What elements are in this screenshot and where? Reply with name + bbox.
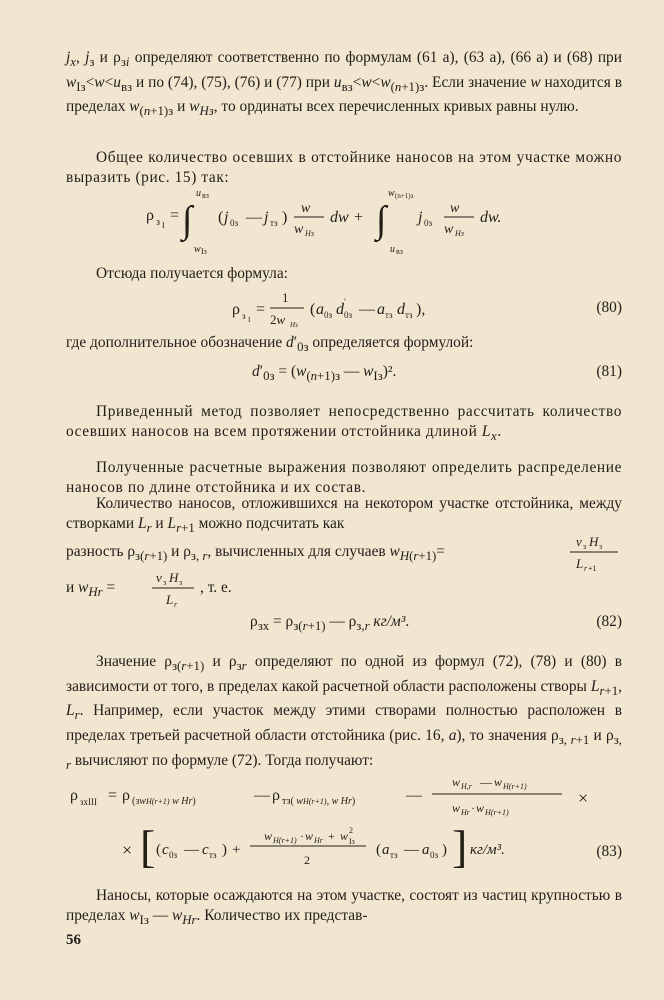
svg-text:H(r+1): H(r+1)	[273, 836, 297, 845]
svg-text:1: 1	[282, 290, 289, 305]
svg-text:тз( wH(r+1), w Hr): тз( wH(r+1), w Hr)	[282, 796, 356, 807]
svg-text:×: ×	[578, 788, 589, 808]
svg-text:w: w	[301, 201, 311, 216]
svg-text:Iз: Iз	[349, 837, 355, 846]
svg-text:∫: ∫	[376, 199, 387, 241]
paragraph-8: Значение $\rho_{з(r+1)}$ и $\rho_{зr}$ определяют по одной из формул (72), (78) и (80) в зависимости от того, в пределах какой расчетной области расположены створы $L_{r+1}$, $L_r$. Например, если участок между этими створами полностью расположен в пределах третьей расчетной области отстойника (рис. 16, а), то значения $\rho_{з, r+1}$ и $\rho_{з, r}$ вычисляют по формуле (72). Тогда получают:	[66, 653, 622, 772]
svg-text:j: j	[264, 209, 269, 226]
paragraph-1: $j_x$, $j_з$ и $\rho_{зi}$ определяют соответственно по формулам (61 а), (63 а), (66 а) и (68) при $w_{Iз}<w<u_{вз}$ и по (74), (75), (76) и (77) при $u_{вз}<w<w_{(n+1)з}$. Если значение w находится в пределах $w_{(n+1)з}$ и $w_{Hз}$, то ординаты всех перечисленных кривых равны нулю.	[66, 49, 622, 119]
equation-number-81: (81)	[596, 363, 622, 380]
svg-text:u: u	[390, 244, 395, 255]
svg-text:0з: 0з	[169, 850, 178, 860]
svg-text:w: w	[452, 801, 461, 815]
paragraph-3: Отсюда получается формула:	[96, 265, 288, 282]
svg-text:тз: тз	[405, 310, 413, 320]
page-number: 56	[66, 932, 81, 948]
paragraph-7-formula-line-2: и $w_{Hr}$ = v з H з L r , т. е.	[66, 568, 622, 608]
svg-text:H(r+1): H(r+1)	[485, 808, 509, 817]
equation-82	[66, 612, 622, 640]
svg-text:×: ×	[122, 840, 133, 860]
svg-text:0з: 0з	[344, 310, 353, 320]
svg-text:Hз: Hз	[455, 229, 464, 238]
svg-text:2w: 2w	[270, 312, 286, 327]
svg-text:з: з	[163, 578, 167, 587]
svg-text:тз: тз	[209, 850, 217, 860]
svg-text:тз: тз	[390, 850, 398, 860]
svg-text:=: =	[256, 301, 266, 318]
svg-text:j: j	[224, 209, 229, 226]
svg-text:u: u	[196, 190, 201, 199]
svg-text:з: з	[156, 217, 160, 228]
svg-text:вз: вз	[202, 191, 209, 200]
paragraph-7-formula-line-1: разность $\rho_{з(r+1)}$ и $\rho_{з, r}$, вычисленных для случаев $w_{H(r+1)}=$ v з H з L r +1	[66, 532, 622, 572]
equation-number-82: (82)	[596, 613, 622, 630]
formula-81: $d'_{0з} = (w_{(n+1)з}$ — $w_{Iз})^2$.	[252, 363, 397, 384]
svg-text:w: w	[494, 775, 503, 789]
svg-text:+: +	[232, 842, 241, 858]
svg-text:ρ: ρ	[70, 787, 78, 804]
svg-text:Hз: Hз	[305, 229, 314, 238]
svg-text:w: w	[450, 201, 460, 216]
svg-text:a: a	[377, 301, 385, 318]
svg-text:d: d	[336, 301, 344, 318]
svg-text:ρ: ρ	[122, 787, 130, 804]
svg-text:ρ: ρ	[272, 787, 280, 804]
equation-80	[66, 288, 622, 328]
svg-text:0з: 0з	[324, 310, 333, 320]
svg-text:0з: 0з	[430, 850, 439, 860]
svg-text:тз: тз	[385, 310, 393, 320]
svg-text:): )	[442, 842, 447, 858]
svg-text:ρ: ρ	[232, 301, 240, 318]
svg-text:]: ]	[452, 821, 468, 872]
svg-text:w: w	[264, 829, 273, 843]
svg-text:з: з	[242, 311, 246, 321]
svg-text:r: r	[584, 564, 588, 573]
svg-text:—: —	[254, 787, 270, 804]
svg-text:0з: 0з	[424, 218, 433, 228]
svg-text:(: (	[376, 842, 381, 858]
paragraph-7: Количество наносов, отложившихся на некотором участке отстойника, между створками $L_r$ и $L_{r+1}$ можно подсчитать как	[66, 495, 622, 536]
svg-text:I: I	[248, 316, 251, 324]
svg-text:вз: вз	[396, 247, 403, 256]
svg-text:+: +	[328, 829, 335, 843]
svg-text:+: +	[354, 209, 364, 226]
svg-text:d: d	[397, 301, 405, 318]
svg-text:Hr: Hr	[314, 836, 323, 845]
paragraph-9: Наносы, которые осаждаются на этом участке, состоят из частиц крупностью в пределах $w_{Iз}$ — $w_{Hr}$. Количество их представ-	[66, 887, 622, 927]
svg-text:зхIII: зхIII	[80, 797, 98, 807]
svg-text:2: 2	[304, 853, 310, 867]
svg-text:[: [	[140, 821, 156, 872]
svg-text:r: r	[174, 600, 178, 609]
svg-text:a: a	[422, 842, 430, 858]
svg-text:v: v	[156, 570, 162, 585]
svg-text:w: w	[340, 829, 349, 843]
svg-text:H(r+1): H(r+1)	[503, 782, 527, 791]
svg-text:w: w	[388, 190, 395, 199]
svg-text:w: w	[452, 775, 461, 789]
formula-80	[66, 288, 546, 330]
svg-text:—: —	[404, 842, 419, 858]
unit-kg-m3: кг/м³	[373, 613, 406, 630]
svg-text:a: a	[382, 842, 390, 858]
svg-text:w: w	[476, 801, 485, 815]
svg-text:(: (	[310, 301, 316, 318]
svg-text:Hr: Hr	[461, 808, 470, 817]
svg-text:H: H	[169, 570, 179, 585]
svg-text:v: v	[576, 534, 582, 549]
svg-text:): )	[282, 209, 288, 226]
svg-text:w: w	[444, 222, 454, 237]
svg-text:тз: тз	[270, 218, 278, 228]
svg-text:·: ·	[300, 829, 304, 843]
svg-text:ρ: ρ	[146, 207, 154, 224]
svg-text:=: =	[170, 207, 180, 224]
svg-text:(зwH(r+1) w Hr): (зwH(r+1) w Hr)	[132, 796, 196, 807]
svg-text:—: —	[406, 787, 422, 804]
svg-text:L: L	[166, 592, 174, 607]
svg-text:·: ·	[471, 801, 475, 815]
svg-text:кг/м³.: кг/м³.	[470, 842, 505, 858]
svg-text:H: H	[589, 534, 599, 549]
svg-text:(n+1)з: (n+1)з	[395, 192, 414, 200]
paragraph-6: Полученные расчетные выражения позволяют определить распределение наносов по длине отстойника и их состав.	[66, 459, 622, 496]
equation-number-83: (83)	[596, 843, 622, 860]
svg-text:(: (	[156, 842, 161, 858]
svg-text:a: a	[316, 301, 324, 318]
svg-text:dw: dw	[330, 209, 349, 226]
svg-text:0з: 0з	[230, 218, 239, 228]
svg-text:∫: ∫	[182, 199, 193, 241]
svg-text:w: w	[194, 244, 201, 255]
svg-text:—: —	[359, 301, 375, 318]
svg-text:—: —	[184, 842, 199, 858]
formula-83	[66, 770, 622, 874]
svg-text:c: c	[202, 842, 209, 858]
paragraph-4: где дополнительное обозначение $d'_{0з}$ определяется формулой:	[66, 334, 474, 355]
svg-text:H,r: H,r	[461, 782, 472, 791]
svg-text:—: —	[480, 775, 492, 789]
formula-82: $\rho_{зх} = \rho_{з(r+1)}$ — $\rho_{з,r}$ кг/м³.	[250, 613, 410, 634]
svg-text:),: ),	[416, 301, 426, 318]
svg-text:′: ′	[344, 297, 346, 307]
integral-formula	[66, 190, 622, 262]
svg-text:I: I	[162, 221, 165, 230]
svg-text:w: w	[294, 222, 304, 237]
equation-integral	[66, 190, 622, 260]
svg-text:з: з	[583, 542, 587, 551]
svg-text:L: L	[576, 556, 584, 571]
svg-text:j: j	[418, 209, 423, 226]
equation-83	[66, 770, 622, 874]
svg-text:): )	[222, 842, 227, 858]
svg-text:=: =	[108, 787, 118, 804]
svg-text:з: з	[179, 578, 183, 587]
paragraph-5: Приведенный метод позволяет непосредственно рассчитать количество осевших наносов на всем протяжении отстойника длиной $L_x$.	[66, 403, 622, 443]
svg-text:—: —	[246, 209, 262, 226]
equation-number-80: (80)	[596, 299, 622, 316]
svg-text:(: (	[218, 209, 224, 226]
svg-text:Iз: Iз	[201, 247, 207, 256]
svg-text:з: з	[599, 542, 603, 551]
svg-text:2: 2	[349, 826, 353, 835]
equation-81	[66, 362, 622, 390]
svg-text:+1: +1	[588, 564, 597, 573]
svg-text:w: w	[305, 829, 314, 843]
paragraph-2: Общее количество осевших в отстойнике наносов на этом участке можно выразить (рис. 15) так:	[66, 149, 622, 186]
svg-text:Hз: Hз	[290, 321, 298, 329]
svg-text:c: c	[162, 842, 169, 858]
svg-text:dw.: dw.	[480, 209, 502, 226]
